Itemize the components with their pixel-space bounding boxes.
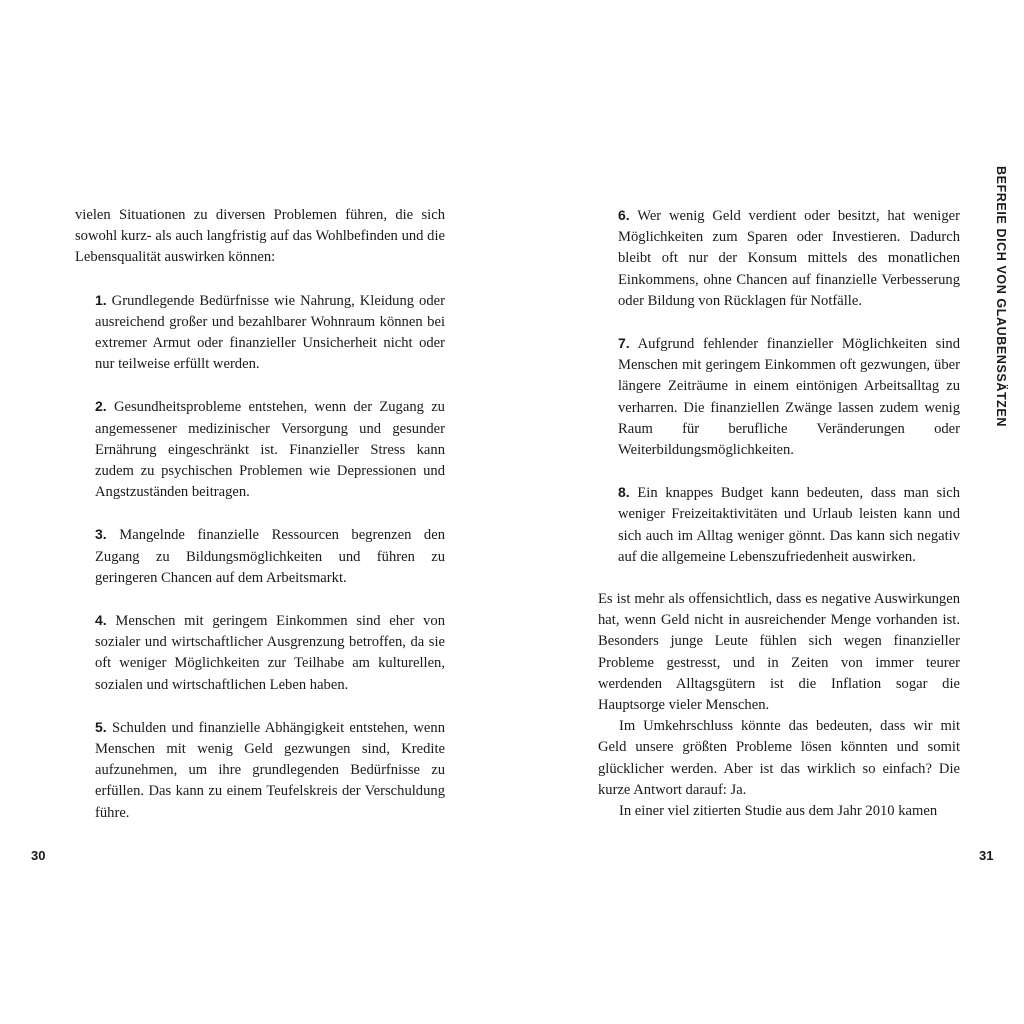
list-text: Grundlegende Bedürfnisse wie Nahrung, Kleidung oder ausreichend großer und bezahlbarer Wohnraum können bei extremer Armut oder finanzieller Unsicherheit nicht oder nur teilweise erfüllt werden. bbox=[95, 292, 445, 373]
page-number-left: 30 bbox=[31, 848, 46, 863]
list-item-2 bbox=[75, 396, 445, 503]
list-item-5 bbox=[75, 717, 445, 824]
intro-paragraph: vielen Situationen zu diversen Problemen führen, die sich sowohl kurz- als auch langfristig auf das Wohlbefinden und die Lebensqualität auswirken können: bbox=[75, 207, 445, 266]
list-item-1 bbox=[75, 290, 445, 376]
list-text: Menschen mit geringem Einkommen sind eher von sozialer und wirtschaftlicher Ausgrenzung betroffen, da sie oft weniger Möglichkeiten zur Teilhabe am kulturellen, sozialen und wirtschaftlichen Leben haben. bbox=[95, 613, 445, 693]
list-number: 3. bbox=[95, 526, 107, 543]
body-paragraph: Es ist mehr als offensichtlich, dass es negative Auswirkungen hat, wenn Geld nicht in ausreichender Menge vorhanden ist. Besonders junge Leute fühlen sich wegen finanzieller Probleme gestresst, und in Zeiten von immer teurer werdenden Alltagsgütern ist die Inflation sogar die Hauptsorge vieler Menschen. bbox=[598, 591, 960, 714]
list-number: 2. bbox=[95, 398, 107, 415]
left-text-column bbox=[75, 205, 445, 824]
right-page bbox=[512, 0, 1024, 1024]
list-number: 7. bbox=[618, 335, 630, 352]
body-paragraph: Im Umkehrschluss könnte das bedeuten, dass wir mit Geld unsere größten Probleme lösen könnten und somit glücklicher werden. Aber ist das wirklich so einfach? Die kurze Antwort darauf: Ja. bbox=[598, 718, 960, 798]
list-item-8 bbox=[598, 482, 960, 568]
list-item-7 bbox=[598, 333, 960, 461]
list-text: Ein knappes Budget kann bedeuten, dass man sich weniger Freizeitaktivitäten und Urlaub leisten kann und sich auch im Alltag weniger gönnt. Das kann sich negativ auf die allgemeine Lebenszufriedenheit auswirken. bbox=[618, 485, 960, 565]
list-text: Schulden und finanzielle Abhängigkeit entstehen, wenn Menschen mit wenig Geld gezwungen sind, Kredite aufzunehmen, um ihre grundlegenden Bedürfnisse zu erfüllen. Das kann zu einem Teufelskreis der Verschuldung führe. bbox=[95, 719, 446, 821]
body-paragraph: In einer viel zitierten Studie aus dem Jahr 2010 kamen bbox=[619, 803, 938, 820]
list-number: 5. bbox=[95, 718, 107, 735]
list-number: 6. bbox=[618, 207, 630, 223]
list-text: Wer wenig Geld verdient oder besitzt, hat weniger Möglichkeiten zum Sparen oder Investieren. Dadurch bleibt oft nur der Konsum mittels des monatlichen Einkommens, ohne Chancen auf finanzielle Verbesserung oder Bildung von Rücklagen für Notfälle. bbox=[618, 208, 960, 309]
list-text: Aufgrund fehlender finanzieller Möglichkeiten sind Menschen mit geringem Einkommen oft gezwungen, über längere Zeiträume in einem eintönigen Arbeitsalltag zu verharren. Die finanziellen Zwänge lassen zudem wenig Raum für berufliche Veränderungen oder Weiterbildungsmöglichkeiten. bbox=[618, 336, 960, 459]
list-item-3 bbox=[75, 524, 445, 589]
list-item-6 bbox=[598, 205, 960, 312]
list-number: 1. bbox=[95, 291, 107, 308]
list-item-4 bbox=[75, 610, 445, 696]
list-number: 4. bbox=[95, 612, 107, 629]
list-text: Mangelnde finanzielle Ressourcen begrenzen den Zugang zu Bildungsmöglichkeiten und führen zu geringeren Chancen auf dem Arbeitsmarkt. bbox=[95, 527, 445, 586]
right-text-column bbox=[598, 205, 960, 822]
page-number-right: 31 bbox=[979, 848, 994, 863]
list-text: Gesundheitsprobleme entstehen, wenn der Zugang zu angemessener medizinischer Versorgung und gesunder Ernährung eingeschränkt ist. Finanzieller Stress kann zudem zu psychischen Problemen wie Depressionen und Angstzuständen beitragen. bbox=[95, 399, 445, 501]
list-number: 8. bbox=[618, 484, 630, 501]
running-head: BEFREIE DICH VON GLAUBENSSÄTZEN bbox=[994, 166, 1008, 427]
